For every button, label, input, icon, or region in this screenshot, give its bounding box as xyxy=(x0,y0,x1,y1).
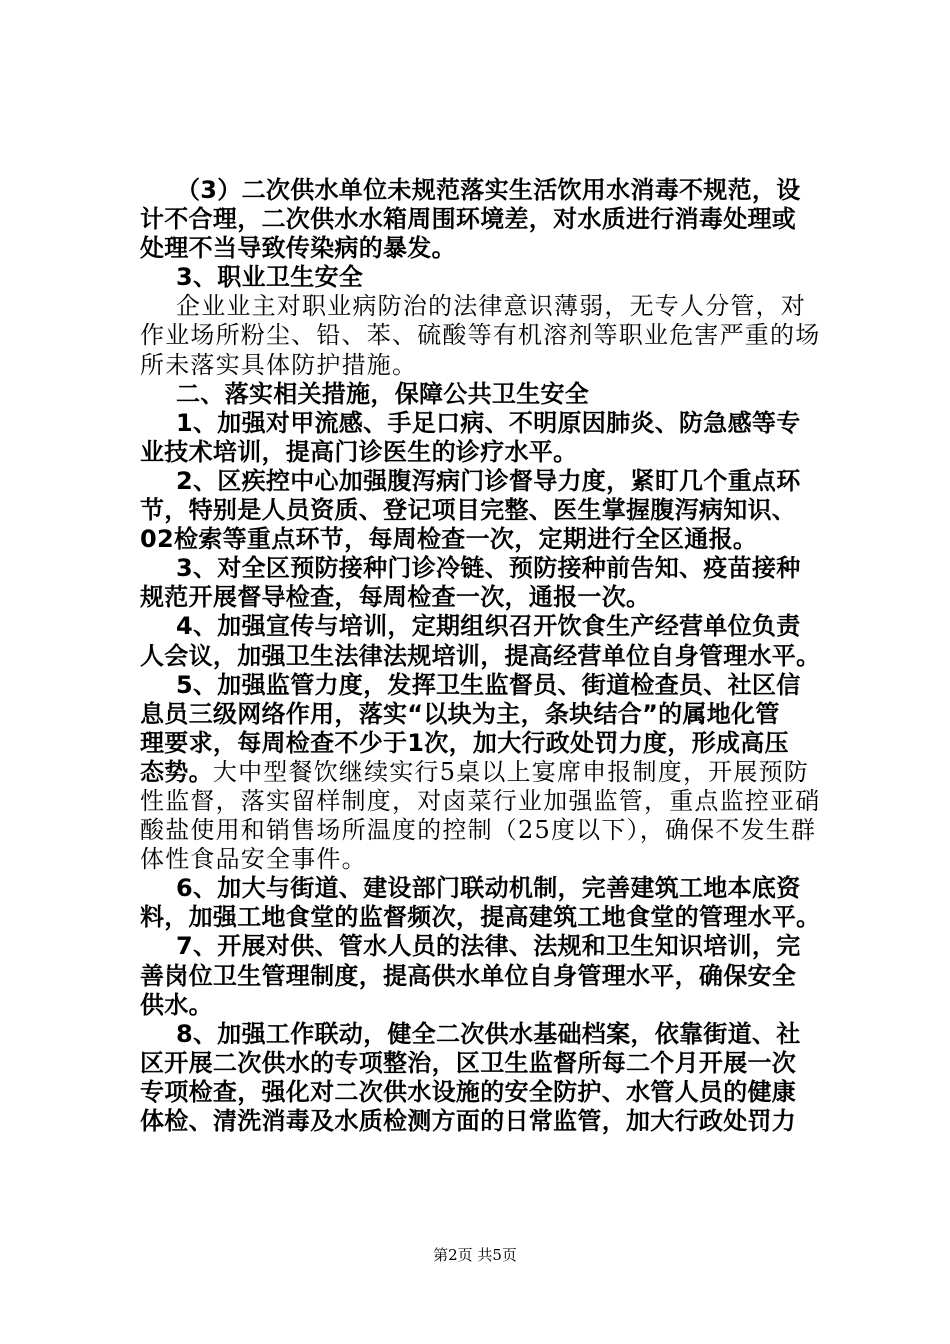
text-line: 节，特别是人员资质、登记项目完整、医生掌握腹泻病知识、 xyxy=(140,496,797,525)
text-line: 专项检查，强化对二次供水设施的安全防护、水管人员的健康 xyxy=(140,1077,797,1106)
section-heading: 3、职业卫生安全 xyxy=(176,263,364,292)
text-line: 体检、清洗消毒及水质检测方面的日常监管，加大行政处罚力 xyxy=(140,1107,797,1135)
text-line xyxy=(140,758,830,787)
text-line: （3）二次供水单位未规范落实生活饮用水消毒不规范，设 xyxy=(176,176,801,204)
text-line: 计不合理，二次供水水箱周围环境差，对水质进行消毒处理或 xyxy=(140,205,797,234)
text-line: 8、加强工作联动，健全二次供水基础档案，依靠街道、社 xyxy=(176,1019,801,1048)
text-line: 人会议，加强卫生法律法规培训，提高经营单位自身管理水平。 xyxy=(140,641,821,670)
text-line: 5、加强监管力度，发挥卫生监督员、街道检查员、社区信 xyxy=(176,670,801,699)
text-line: 6、加大与街道、建设部门联动机制，完善建筑工地本底资 xyxy=(176,874,801,903)
text-line: 作业场所粉尘、铅、苯、硫酸等有机溶剂等职业危害严重的场 xyxy=(140,321,821,350)
page-footer: 第2页 共5页 xyxy=(433,1246,517,1264)
section-heading: 二、落实相关措施，保障公共卫生安全 xyxy=(176,379,590,408)
text-segment-light: 大中型餐饮继续实行5桌以上宴席申报制度，开展预防 xyxy=(212,757,809,786)
text-segment-bold: 态势。 xyxy=(140,757,213,786)
text-line: 业技术培训，提高门诊医生的诊疗水平。 xyxy=(140,437,578,466)
text-line: 所未落实具体防护措施。 xyxy=(140,350,418,379)
text-line: 企业业主对职业病防治的法律意识薄弱，无专人分管，对 xyxy=(176,292,806,321)
text-line: 息员三级网络作用，落实“以块为主，条块结合”的属地化管 xyxy=(140,699,780,728)
text-line: 4、加强宣传与培训，定期组织召开饮食生产经营单位负责 xyxy=(176,612,801,641)
text-line: 理要求，每周检查不少于1次，加大行政处罚力度，形成高压 xyxy=(140,728,789,757)
text-line: 料，加强工地食堂的监督频次，提高建筑工地食堂的管理水平。 xyxy=(140,903,821,932)
text-line: 区开展二次供水的专项整治，区卫生监督所每二个月开展一次 xyxy=(140,1048,797,1077)
text-line: 善岗位卫生管理制度，提高供水单位自身管理水平，确保安全 xyxy=(140,961,797,990)
text-line: 供水。 xyxy=(140,990,213,1019)
text-line: 02检索等重点环节，每周检查一次，定期进行全区通报。 xyxy=(140,525,758,554)
text-line: 规范开展督导检查，每周检查一次，通报一次。 xyxy=(140,583,651,612)
text-line: 7、开展对供、管水人员的法律、法规和卫生知识培训，完 xyxy=(176,932,801,961)
text-line: 酸盐使用和销售场所温度的控制（25度以下），确保不发生群 xyxy=(140,816,817,845)
text-line: 性监督，落实留样制度，对卤菜行业加强监管，重点监控亚硝 xyxy=(140,786,821,815)
text-line: 2、区疾控中心加强腹泻病门诊督导力度，紧盯几个重点环 xyxy=(176,466,801,495)
text-line: 体性食品安全事件。 xyxy=(140,845,367,874)
text-line: 处理不当导致传染病的暴发。 xyxy=(140,234,456,263)
text-line: 1、加强对甲流感、手足口病、不明原因肺炎、防急感等专 xyxy=(176,408,801,437)
text-line: 3、对全区预防接种门诊冷链、预防接种前告知、疫苗接种 xyxy=(176,554,801,583)
document-body xyxy=(140,176,830,1136)
